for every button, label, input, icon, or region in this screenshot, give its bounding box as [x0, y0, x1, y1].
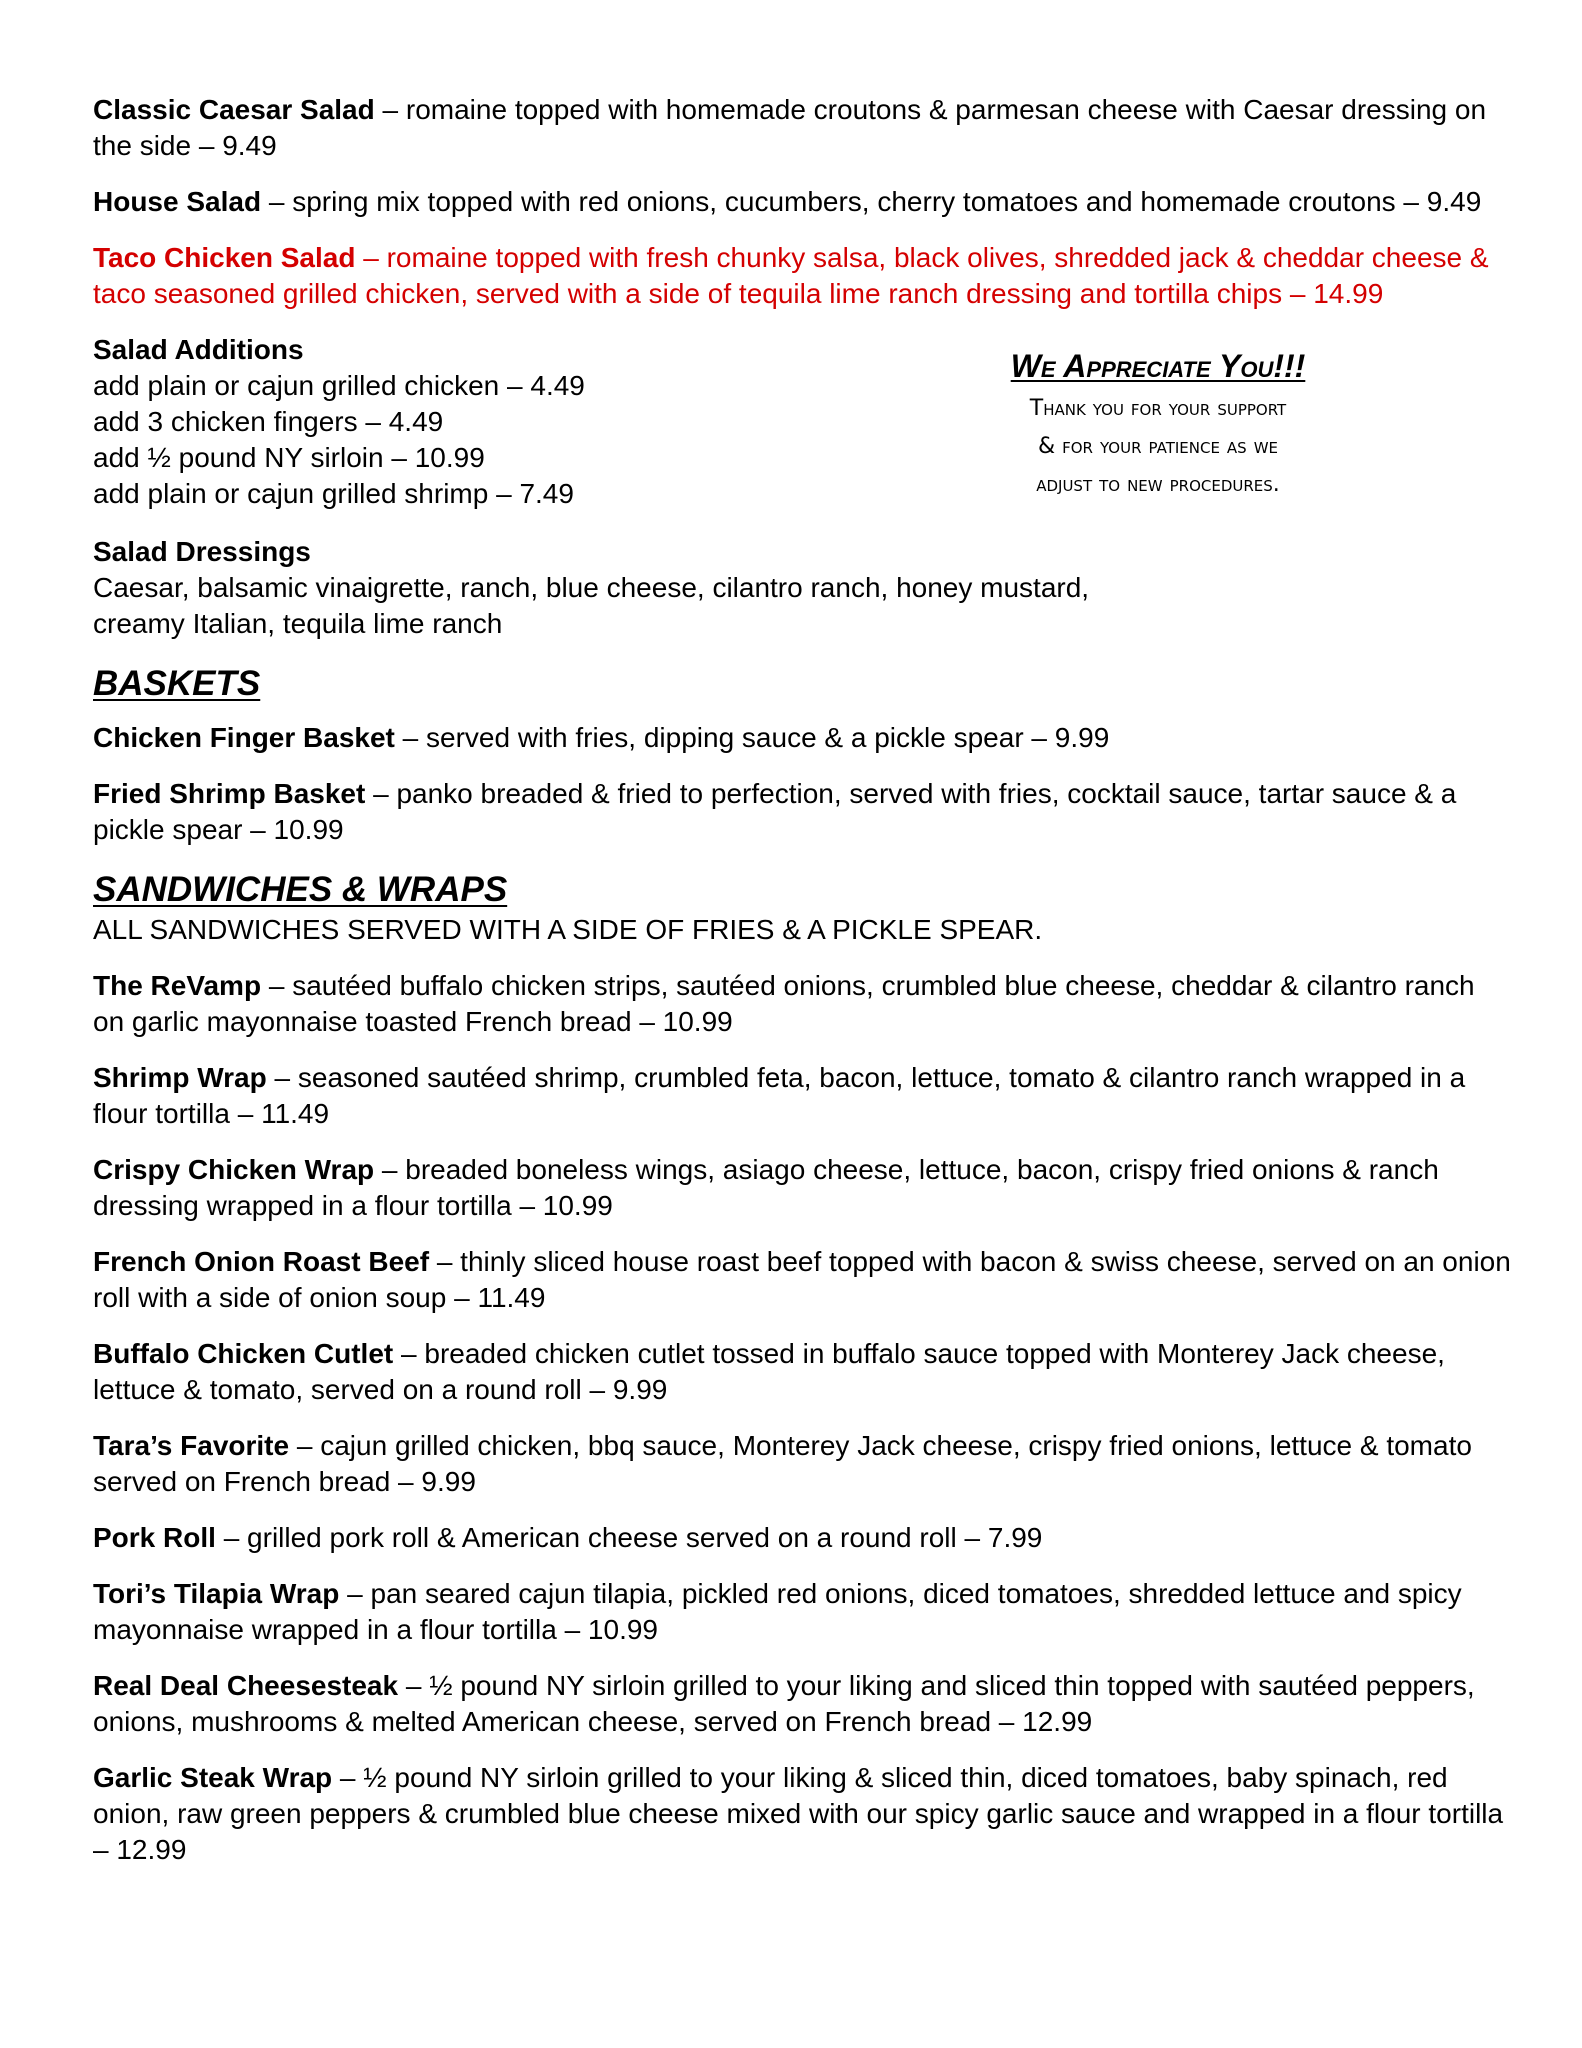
menu-item-house-salad: [93, 184, 1513, 220]
item-description: – romaine topped with fresh chunky salsa, black olives, shredded jack & cheddar cheese & taco seasoned grilled chicken, served with a side of tequila lime ranch dressing and tortilla chips – 14.99: [93, 242, 1489, 309]
appreciation-title: We Appreciate You!!!: [1010, 348, 1306, 384]
appreciation-line: & for your patience as we: [1037, 434, 1279, 459]
item-description: – romaine topped with homemade croutons & parmesan cheese with Caesar dressing on the side – 9.49: [93, 94, 1487, 161]
item-name: Fried Shrimp Basket: [93, 778, 366, 809]
item-name: House Salad: [93, 186, 262, 217]
menu-item-chicken-finger-basket: [93, 720, 1513, 756]
menu-item-french-onion-roast-beef: [93, 1244, 1513, 1316]
item-description: – pan seared cajun tilapia, pickled red onions, diced tomatoes, shredded lettuce and spicy mayonnaise wrapped in a flour tortilla – 10.99: [93, 1578, 1462, 1645]
item-name: Classic Caesar Salad: [93, 94, 375, 125]
menu-item-taras-favorite: [93, 1428, 1513, 1500]
item-description: – cajun grilled chicken, bbq sauce, Monterey Jack cheese, crispy fried onions, lettuce & tomato served on French bread – 9.99: [93, 1430, 1472, 1497]
menu-item-real-deal-cheesesteak: [93, 1668, 1513, 1740]
item-name: The ReVamp: [93, 970, 262, 1001]
item-description: – panko breaded & fried to perfection, served with fries, cocktail sauce, tartar sauce & a pickle spear – 10.99: [93, 778, 1457, 845]
menu-item-buffalo-chicken-cutlet: [93, 1336, 1513, 1408]
item-description: – grilled pork roll & American cheese served on a round roll – 7.99: [215, 1522, 1043, 1553]
sandwiches-note: ALL SANDWICHES SERVED WITH A SIDE OF FRIES & A PICKLE SPEAR.: [93, 914, 1043, 945]
menu-item-the-revamp: [93, 968, 1513, 1040]
salad-dressings: [93, 534, 1513, 642]
menu-item-crispy-chicken-wrap: [93, 1152, 1513, 1224]
salad-addition-line: add 3 chicken fingers – 4.49: [93, 406, 444, 437]
menu-item-taco-chicken-salad: [93, 240, 1513, 312]
menu-page: [93, 92, 1513, 1888]
item-name: French Onion Roast Beef: [93, 1246, 430, 1277]
menu-item-pork-roll: [93, 1520, 1513, 1556]
item-description: – ½ pound NY sirloin grilled to your liking and sliced thin topped with sautéed peppers, onions, mushrooms & melted American cheese, served on French bread – 12.99: [93, 1670, 1475, 1737]
salad-addition-line: add plain or cajun grilled shrimp – 7.49: [93, 478, 574, 509]
item-name: Crispy Chicken Wrap: [93, 1154, 375, 1185]
appreciation-notice: [938, 332, 1378, 504]
item-name: Tara’s Favorite: [93, 1430, 290, 1461]
item-description: – thinly sliced house roast beef topped with bacon & swiss cheese, served on an onion roll with a side of onion soup – 11.49: [93, 1246, 1511, 1313]
salad-addition-line: add plain or cajun grilled chicken – 4.49: [93, 370, 585, 401]
salad-dressings-title: Salad Dressings: [93, 536, 311, 567]
item-name: Chicken Finger Basket: [93, 722, 395, 753]
item-description: – seasoned sautéed shrimp, crumbled feta, bacon, lettuce, tomato & cilantro ranch wrapped in a flour tortilla – 11.49: [93, 1062, 1466, 1129]
item-description: – sautéed buffalo chicken strips, sautéed onions, crumbled blue cheese, cheddar & cilantro ranch on garlic mayonnaise toasted French bread – 10.99: [93, 970, 1475, 1037]
item-name: Shrimp Wrap: [93, 1062, 267, 1093]
salad-additions-title: Salad Additions: [93, 334, 304, 365]
salad-additions-row: [93, 332, 1513, 516]
item-description: – breaded boneless wings, asiago cheese, lettuce, bacon, crispy fried onions & ranch dressing wrapped in a flour tortilla – 10.99: [93, 1154, 1439, 1221]
item-description: – served with fries, dipping sauce & a pickle spear – 9.99: [394, 722, 1110, 753]
salad-dressing-line: Caesar, balsamic vinaigrette, ranch, blue cheese, cilantro ranch, honey mustard,: [93, 572, 1090, 603]
item-description: – ½ pound NY sirloin grilled to your liking & sliced thin, diced tomatoes, baby spinach, red onion, raw green peppers & crumbled blue cheese mixed with our spicy garlic sauce and wrapped in a flour tortilla – 12.99: [93, 1762, 1504, 1865]
appreciation-line: Thank you for your support: [1029, 396, 1287, 421]
item-name: Tori’s Tilapia Wrap: [93, 1578, 340, 1609]
item-description: – breaded chicken cutlet tossed in buffalo sauce topped with Monterey Jack cheese, lettuce & tomato, served on a round roll – 9.99: [93, 1338, 1445, 1405]
item-name: Garlic Steak Wrap: [93, 1762, 333, 1793]
item-description: – spring mix topped with red onions, cucumbers, cherry tomatoes and homemade croutons – 9.49: [261, 186, 1482, 217]
menu-item-shrimp-wrap: [93, 1060, 1513, 1132]
menu-item-toris-tilapia-wrap: [93, 1576, 1513, 1648]
section-title-sandwiches-wraps: SANDWICHES & WRAPS: [93, 870, 508, 909]
salad-dressing-line: creamy Italian, tequila lime ranch: [93, 608, 503, 639]
item-name: Real Deal Cheesesteak: [93, 1670, 399, 1701]
menu-item-fried-shrimp-basket: [93, 776, 1513, 848]
menu-item-classic-caesar-salad: [93, 92, 1513, 164]
item-name: Buffalo Chicken Cutlet: [93, 1338, 394, 1369]
section-title-baskets: BASKETS: [93, 664, 261, 703]
item-name: Taco Chicken Salad: [93, 242, 356, 273]
item-name: Pork Roll: [93, 1522, 216, 1553]
appreciation-line: adjust to new procedures.: [1036, 472, 1280, 497]
salad-addition-line: add ½ pound NY sirloin – 10.99: [93, 442, 485, 473]
menu-item-garlic-steak-wrap: [93, 1760, 1513, 1868]
